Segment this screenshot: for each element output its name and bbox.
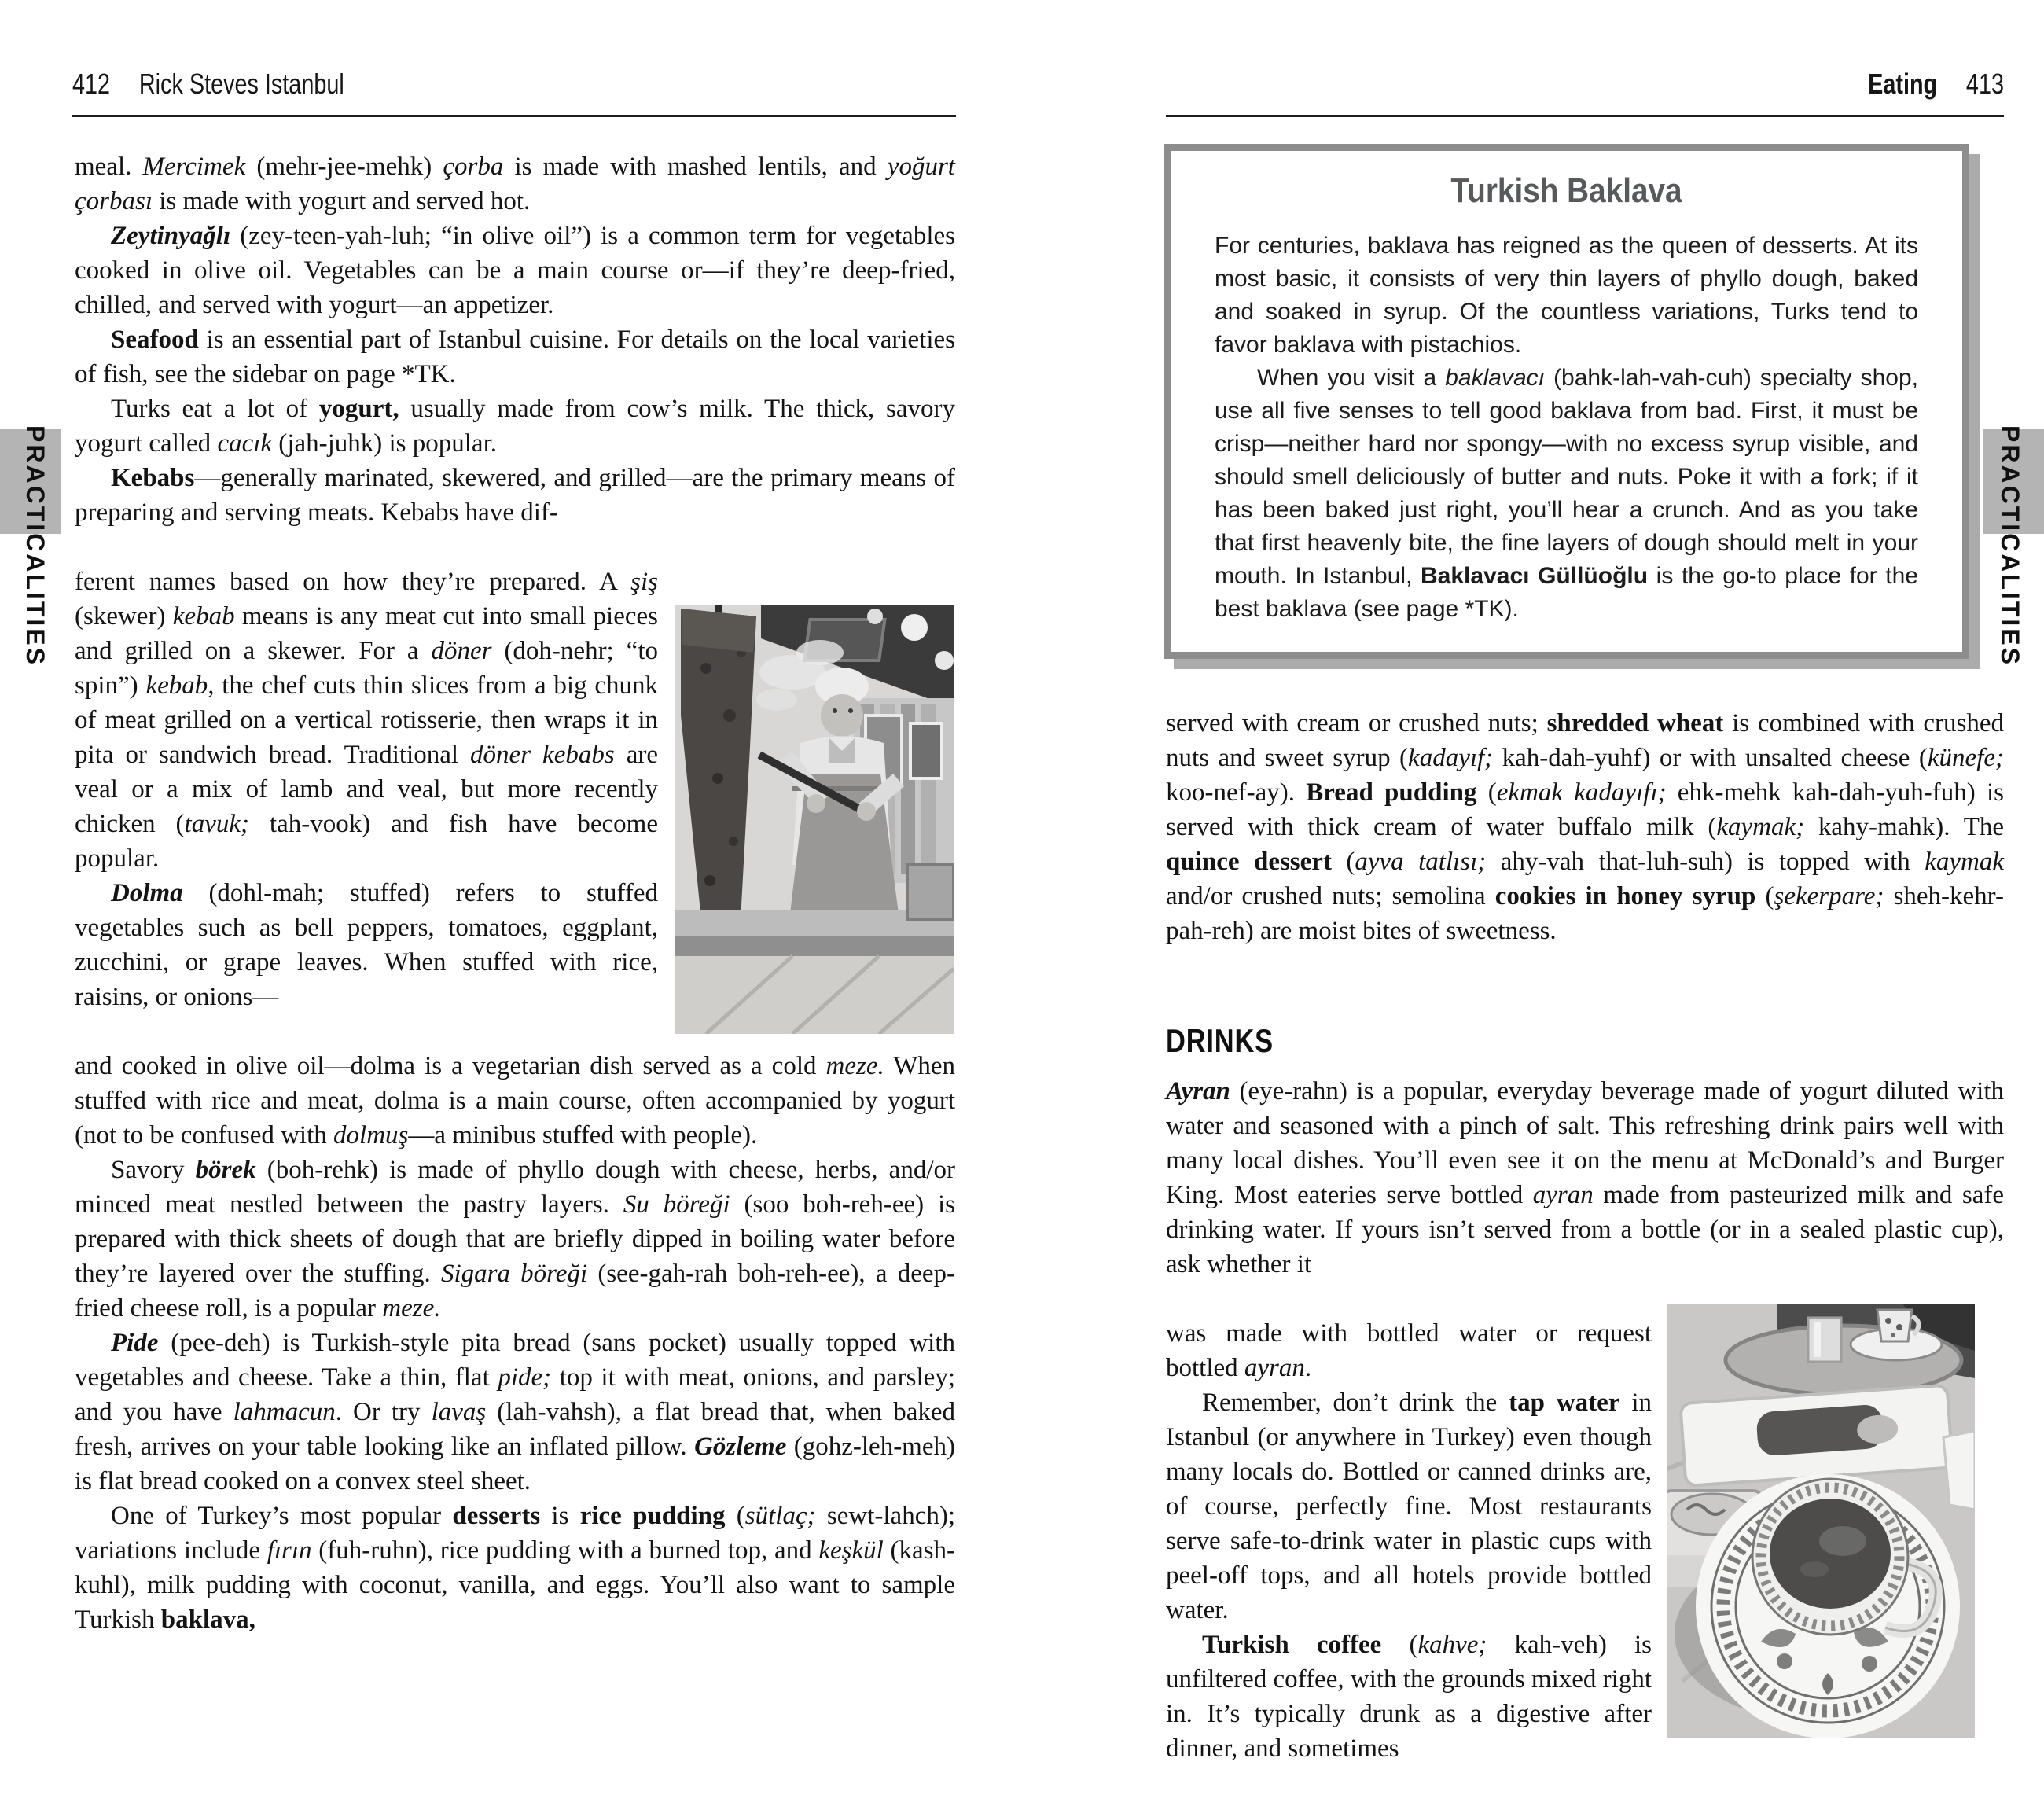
left-margin-label: PRACTICALITIES xyxy=(20,425,50,667)
doner-kebab-photo-art xyxy=(675,605,954,1034)
left-page-number: 412 xyxy=(72,68,111,100)
right-margin-label: PRACTICALITIES xyxy=(1995,425,2024,667)
right-section-title: Eating xyxy=(1868,68,1938,100)
drinks-section-heading: DRINKS xyxy=(1166,1022,1274,1059)
left-header-rule xyxy=(72,115,956,117)
turkish-coffee-photo xyxy=(1667,1304,1975,1738)
paragraph: meal. Mercimek (mehr-jee-mehk) çorba is made with mashed lentils, and yoğurt çorbası is made with yogurt and served hot. xyxy=(75,153,955,215)
paragraph: and cooked in olive oil—dolma is a vegetarian dish served as a cold meze. When stuffed with rice and meat, dolma is a main course, often accompanied by yogurt (not to be confused with dolmuş—a minibus stuffed with people). xyxy=(75,1052,955,1149)
sidebar-body xyxy=(1171,211,1962,626)
receipt-paper xyxy=(1943,1431,1975,1510)
pastry-plate xyxy=(1680,1385,1952,1486)
paragraph: Pide (pee-deh) is Turkish-style pita bread (sans pocket) usually topped with vegetables and cheese. Take a thin, flat pide; top it with meat, onions, and parsley; and you have lahmacun. Or try lavaş (lah-vahsh), a flat bread that, when baked fresh, arrives on your table looking like an inflated pillow. Gözleme (gohz-leh-meh) is flat bread cooked on a convex steel sheet. xyxy=(75,1329,955,1495)
paragraph: One of Turkey’s most popular desserts is rice pudding (sütlaç; sewt-lahch); variations include fırın (fuh-ruhn), rice pudding with a burned top, and keşkül (kash-kuhl), milk pudding with coconut, vanilla, and eggs. You’ll also want to sample Turkish baklava, xyxy=(75,1502,955,1634)
left-body-bottom xyxy=(75,1049,955,1637)
paragraph: ferent names based on how they’re prepared. A şiş (skewer) kebab means is any meat cut into small pieces and grilled on a skewer. For a döner (doh-nehr; “to spin”) kebab, the chef cuts thin slices from a big chunk of meat grilled on a vertical rotisserie, then wraps it in pita or sandwich bread. Traditional döner kebabs are veal or a mix of lamb and veal, but more recently chicken (tavuk; tah-vook) and fish have become popular. xyxy=(75,568,658,873)
paragraph: Savory börek (boh-rehk) is made of phyllo dough with cheese, herbs, and/or minced meat nestled between the pastry layers. Su böreği (soo boh-reh-ee) is prepared with thick sheets of dough that are briefly dipped in boiling water before they’re layered over the stuffing. Sigara böreği (see-gah-rah boh-reh-ee), a deep-fried cheese roll, is a popular meze. xyxy=(75,1156,955,1322)
doner-kebab-photo xyxy=(675,605,954,1034)
paragraph: Remember, don’t drink the tap water in Istanbul (or anywhere in Turkey) even though many locals do. Bottled or canned drinks are, of course, perfectly fine. Most restaurants serve safe-to-drink water in plastic cups with peel-off tops, and all hotels provide bottled water. xyxy=(1166,1388,1652,1624)
sidebar-paragraph: When you visit a baklavacı (bahk-lah-vah-cuh) specialty shop, use all five senses to tell good baklava from bad. First, it must be crisp—neither hard nor spongy—with no excess syrup visible, and should smell deliciously of butter and nuts. Poke it with a fork; if it has been baked just right, you’ll hear a crunch. And as you take that first heavenly bite, the fine layers of dough should melt in your mouth. In Istanbul, Baklavacı Güllüoğlu is the go-to place for the best baklava (see page *TK). xyxy=(1215,365,1918,622)
paragraph: Turkish coffee (kahve; kah-veh) is unfiltered coffee, with the grounds mixed right in. It’s typically drunk as a digestive after dinner, and sometimes xyxy=(1166,1631,1652,1763)
paragraph: was made with bottled water or request bottled ayran. xyxy=(1166,1319,1652,1382)
paragraph: Dolma (dohl-mah; stuffed) refers to stuffed vegetables such as bell peppers, tomatoes, eggplant, zucchini, or grape leaves. When stuffed with rice, raisins, or onions— xyxy=(75,879,658,1011)
paragraph: served with cream or crushed nuts; shredded wheat is combined with crushed nuts and sweet syrup (kadayıf; kah-dah-yuhf) or with unsalted cheese (künefe; koo-nef-ay). Bread pudding (ekmak kadayıfı; ehk-mehk kah-dah-yuh-fuh) is served with thick cream of water buffalo milk (kaymak; kahy-mahk). The quince dessert (ayva tatlısı; ahy-vah that-luh-suh) is topped with kaymak and/or crushed nuts; semolina cookies in honey syrup (şekerpare; sheh-kehr-pah-reh) are moist bites of sweetness. xyxy=(1166,709,2005,945)
right-body-desserts xyxy=(1166,706,2004,948)
right-body-ayran xyxy=(1166,1074,2004,1282)
paragraph: Seafood is an essential part of Istanbul cuisine. For details on the local varieties of fish, see the sidebar on page *TK. xyxy=(75,326,955,388)
turkish-baklava-sidebar xyxy=(1164,144,1969,659)
paragraph: Ayran (eye-rahn) is a popular, everyday beverage made of yogurt diluted with water and seasoned with a pinch of salt. This refreshing drink pairs well with many local dishes. You’ll even see it on the menu at McDonald’s and Burger King. Most eateries serve bottled ayran made from pasteurized milk and safe drinking water. If yours isn’t served from a bottle (or in a sealed plastic cup), ask whether it xyxy=(1166,1077,2004,1278)
paragraph: Kebabs—generally marinated, skewered, and grilled—are the primary means of preparing and serving meats. Kebabs have dif- xyxy=(75,464,955,527)
left-body-wrap-column xyxy=(75,565,658,1014)
left-running-head xyxy=(72,68,344,101)
sidebar-title: Turkish Baklava xyxy=(1450,171,1682,210)
turkish-coffee-photo-art xyxy=(1667,1304,1975,1738)
right-body-wrap-column xyxy=(1166,1316,1652,1766)
paragraph: Turks eat a lot of yogurt, usually made from cow’s milk. The thick, savory yogurt called cacık (jah-juhk) is popular. xyxy=(75,395,955,458)
left-body-top xyxy=(75,149,955,530)
right-running-head xyxy=(1333,68,2004,101)
left-book-title: Rick Steves Istanbul xyxy=(138,68,344,100)
paragraph: Zeytinyağlı (zey-teen-yah-luh; “in olive oil”) is a common term for vegetables cooked in olive oil. Vegetables can be a main course or—if they’re deep-fried, chilled, and served with yogurt—an appetizer. xyxy=(75,222,955,319)
right-page-number: 413 xyxy=(1965,68,2004,100)
sidebar-paragraph: For centuries, baklava has reigned as the queen of desserts. At its most basic, it consists of very thin layers of phyllo dough, baked and soaked in syrup. Of the countless variations, Turks tend to favor baklava with pistachios. xyxy=(1215,233,1918,358)
right-header-rule xyxy=(1166,115,2004,117)
